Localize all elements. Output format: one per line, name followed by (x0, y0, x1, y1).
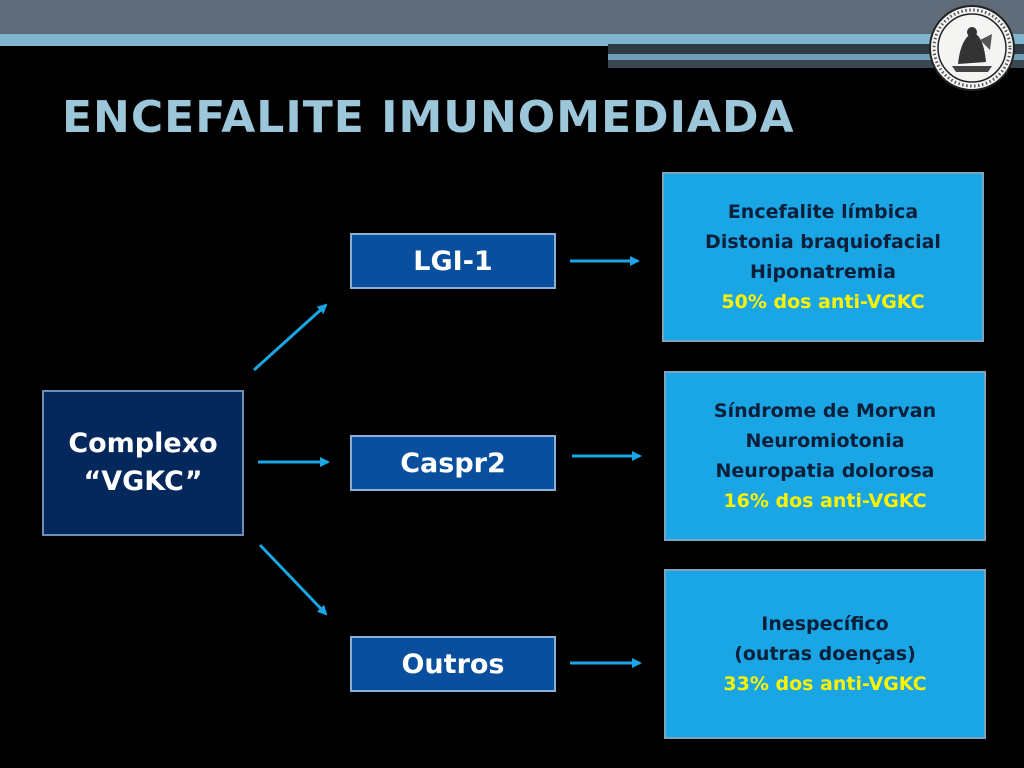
result-line: Neuromiotonia (745, 430, 905, 452)
result-line: Distonia braquiofacial (705, 231, 941, 253)
result-percent: 50% dos anti-VGKC (721, 291, 925, 313)
vgkc-complex-box (42, 390, 244, 536)
antibody-box-caspr2 (350, 435, 556, 491)
antibody-label: Outros (401, 648, 505, 680)
result-percent: 16% dos anti-VGKC (723, 490, 927, 512)
result-line: Inespecífico (761, 613, 889, 635)
antibody-label: Caspr2 (400, 447, 506, 479)
antibody-box-lgi1 (350, 233, 556, 289)
result-line: (outras doenças) (734, 643, 916, 665)
result-percent: 33% dos anti-VGKC (723, 673, 927, 695)
result-line: Síndrome de Morvan (713, 400, 937, 422)
slide-title: ENCEFALITE IMUNOMEDIADA (62, 92, 795, 143)
vgkc-complex-line2: “VGKC” (83, 466, 203, 497)
arrow-icon (260, 545, 326, 614)
result-line: Neuropatia dolorosa (715, 460, 935, 482)
vgkc-complex-line1: Complexo (68, 428, 218, 459)
result-box-lgi1 (662, 172, 984, 342)
header-band (0, 0, 1024, 34)
arrow-icon (254, 305, 326, 370)
university-seal-logo (928, 4, 1016, 92)
result-box-caspr2 (664, 371, 986, 541)
antibody-box-outros (350, 636, 556, 692)
result-line: Hiponatremia (750, 261, 896, 283)
antibody-label: LGI-1 (413, 245, 493, 277)
result-box-outros (664, 569, 986, 739)
result-line: Encefalite límbica (727, 201, 919, 223)
